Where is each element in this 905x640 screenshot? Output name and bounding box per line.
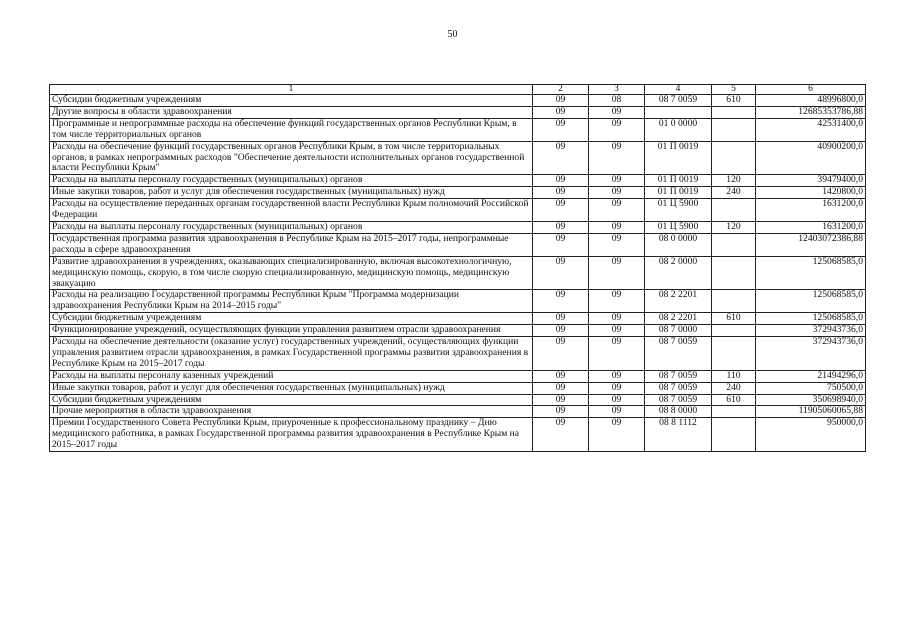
target-article: 08 7 0059: [645, 394, 712, 406]
target-article: 08 2 2201: [645, 313, 712, 325]
section-code: 09: [533, 106, 589, 118]
column-header: 3: [589, 85, 645, 95]
amount: 42531400,0: [756, 118, 866, 141]
amount: 350698940,0: [756, 394, 866, 406]
expense-type: [712, 233, 756, 256]
amount: 750500,0: [756, 382, 866, 394]
amount: 12403072386,88: [756, 233, 866, 256]
amount: 1631200,0: [756, 221, 866, 233]
row-name: Программные и непрограммные расходы на обеспечение функций государственных органов Республики Крым, в том числе территориальных органов: [50, 118, 533, 141]
target-article: 08 7 0059: [645, 95, 712, 107]
target-article: 08 8 0000: [645, 406, 712, 418]
target-article: 08 7 0059: [645, 337, 712, 371]
section-code: 09: [533, 141, 589, 175]
subsection-code: 09: [589, 221, 645, 233]
section-code: 09: [533, 221, 589, 233]
table-row: [50, 106, 866, 118]
section-code: 09: [533, 337, 589, 371]
amount: 11905060065,88: [756, 406, 866, 418]
column-header: 6: [756, 85, 866, 95]
section-code: 09: [533, 394, 589, 406]
target-article: 01 0 0000: [645, 118, 712, 141]
row-name: Расходы на обеспечение деятельности (оказание услуг) государственных учреждений, осуществляющих функции управления развитием отрасли здравоохранения, в рамках Государственной программы развития здравоохранения в Республике Крым на 2015–2017 годы: [50, 337, 533, 371]
target-article: 08 8 1112: [645, 418, 712, 452]
target-article: 08 7 0059: [645, 382, 712, 394]
expense-type: [712, 290, 756, 313]
amount: 1631200,0: [756, 199, 866, 222]
table-header-row: [50, 85, 866, 95]
row-name: Другие вопросы в области здравоохранения: [50, 106, 533, 118]
table-row: [50, 325, 866, 337]
expense-type: 120: [712, 221, 756, 233]
section-code: 09: [533, 325, 589, 337]
table-row: [50, 382, 866, 394]
column-header: 4: [645, 85, 712, 95]
target-article: 01 П 0019: [645, 187, 712, 199]
target-article: 08 7 0000: [645, 325, 712, 337]
subsection-code: 09: [589, 406, 645, 418]
section-code: 09: [533, 199, 589, 222]
amount: 125068585,0: [756, 256, 866, 290]
column-header: 2: [533, 85, 589, 95]
table-row: [50, 256, 866, 290]
row-name: Расходы на выплаты персоналу государственных (муниципальных) органов: [50, 175, 533, 187]
subsection-code: 09: [589, 418, 645, 452]
row-name: Расходы на осуществление переданных органам государственной власти Республики Крым полномочий Российской Федерации: [50, 199, 533, 222]
section-code: 09: [533, 256, 589, 290]
subsection-code: 09: [589, 290, 645, 313]
expense-type: [712, 199, 756, 222]
row-name: Прочие мероприятия в области здравоохранения: [50, 406, 533, 418]
row-name: Иные закупки товаров, работ и услуг для обеспечения государственных (муниципальных) нужд: [50, 382, 533, 394]
table-row: [50, 290, 866, 313]
section-code: 09: [533, 313, 589, 325]
target-article: 01 Ц 5900: [645, 199, 712, 222]
row-name: Расходы на выплаты персоналу государственных (муниципальных) органов: [50, 221, 533, 233]
subsection-code: 09: [589, 313, 645, 325]
section-code: 09: [533, 233, 589, 256]
table-row: [50, 118, 866, 141]
subsection-code: 09: [589, 175, 645, 187]
column-header: 1: [50, 85, 533, 95]
section-code: 09: [533, 187, 589, 199]
target-article: 08 7 0059: [645, 370, 712, 382]
section-code: 09: [533, 118, 589, 141]
amount: 48996800,0: [756, 95, 866, 107]
table-row: [50, 313, 866, 325]
amount: 125068585,0: [756, 313, 866, 325]
target-article: 01 П 0019: [645, 175, 712, 187]
section-code: 09: [533, 418, 589, 452]
amount: 372943736,0: [756, 325, 866, 337]
table-row: [50, 199, 866, 222]
target-article: 08 0 0000: [645, 233, 712, 256]
row-name: Государственная программа развития здравоохранения в Республике Крым на 2015–2017 годы, непрограммные расходы в сфере здравоохранения: [50, 233, 533, 256]
subsection-code: 09: [589, 199, 645, 222]
subsection-code: 09: [589, 394, 645, 406]
section-code: 09: [533, 175, 589, 187]
subsection-code: 09: [589, 337, 645, 371]
expense-type: 240: [712, 187, 756, 199]
row-name: Расходы на выплаты персоналу казенных учреждений: [50, 370, 533, 382]
row-name: Расходы на реализацию Государственной программы Республики Крым "Программа модернизации здравоохранения Республики Крым на 2014–2015 годы": [50, 290, 533, 313]
subsection-code: 09: [589, 233, 645, 256]
amount: 950000,0: [756, 418, 866, 452]
expense-type: [712, 141, 756, 175]
section-code: 09: [533, 290, 589, 313]
row-name: Иные закупки товаров, работ и услуг для обеспечения государственных (муниципальных) нужд: [50, 187, 533, 199]
target-article: 08 2 2201: [645, 290, 712, 313]
subsection-code: 09: [589, 106, 645, 118]
amount: 40900200,0: [756, 141, 866, 175]
budget-table: [49, 84, 866, 452]
table-row: [50, 221, 866, 233]
expense-type: [712, 118, 756, 141]
expense-type: [712, 256, 756, 290]
expense-type: [712, 337, 756, 371]
subsection-code: 09: [589, 325, 645, 337]
section-code: 09: [533, 370, 589, 382]
table-row: [50, 95, 866, 107]
expense-type: 610: [712, 313, 756, 325]
row-name: Функционирование учреждений, осуществляющих функции управления развитием отрасли здравоохранения: [50, 325, 533, 337]
expense-type: 610: [712, 95, 756, 107]
amount: 21494296,0: [756, 370, 866, 382]
amount: 125068585,0: [756, 290, 866, 313]
table-row: [50, 187, 866, 199]
subsection-code: 09: [589, 382, 645, 394]
row-name: Развитие здравоохранения в учреждениях, оказывающих специализированную, включая высокотехнологичную, медицинскую помощь, скорую, в том числе скорую специализированную, медицинскую помощь, медицинскую эвакуацию: [50, 256, 533, 290]
subsection-code: 09: [589, 118, 645, 141]
table-row: [50, 418, 866, 452]
subsection-code: 09: [589, 256, 645, 290]
subsection-code: 09: [589, 187, 645, 199]
section-code: 09: [533, 95, 589, 107]
table-row: [50, 370, 866, 382]
expense-type: 120: [712, 175, 756, 187]
table-row: [50, 406, 866, 418]
section-code: 09: [533, 406, 589, 418]
expense-type: [712, 418, 756, 452]
section-code: 09: [533, 382, 589, 394]
table-row: [50, 175, 866, 187]
expense-type: [712, 406, 756, 418]
target-article: 08 2 0000: [645, 256, 712, 290]
amount: 1420800,0: [756, 187, 866, 199]
row-name: Субсидии бюджетным учреждениям: [50, 95, 533, 107]
expense-type: 240: [712, 382, 756, 394]
row-name: Субсидии бюджетным учреждениям: [50, 394, 533, 406]
subsection-code: 09: [589, 370, 645, 382]
table-row: [50, 337, 866, 371]
row-name: Субсидии бюджетным учреждениям: [50, 313, 533, 325]
amount: 372943736,0: [756, 337, 866, 371]
target-article: 01 П 0019: [645, 141, 712, 175]
target-article: [645, 106, 712, 118]
target-article: 01 Ц 5900: [645, 221, 712, 233]
expense-type: 110: [712, 370, 756, 382]
table-row: [50, 394, 866, 406]
expense-type: [712, 106, 756, 118]
row-name: Расходы на обеспечение функций государственных органов Республики Крым, в том числе территориальных органов, в рамках непрограммных расходов "Обеспечение деятельности исполнительных органов государственной власти Республики Крым": [50, 141, 533, 175]
table-row: [50, 141, 866, 175]
table-row: [50, 233, 866, 256]
row-name: Премии Государственного Совета Республики Крым, приуроченные к профессиональному празднику – Дню медицинского работника, в рамках Государственной программы развития здравоохранения в Республике Крым на 2015–2017 годы: [50, 418, 533, 452]
subsection-code: 08: [589, 95, 645, 107]
expense-type: [712, 325, 756, 337]
expense-type: 610: [712, 394, 756, 406]
amount: 39479400,0: [756, 175, 866, 187]
subsection-code: 09: [589, 141, 645, 175]
column-header: 5: [712, 85, 756, 95]
page-number: 50: [447, 29, 458, 40]
amount: 12685353786,88: [756, 106, 866, 118]
